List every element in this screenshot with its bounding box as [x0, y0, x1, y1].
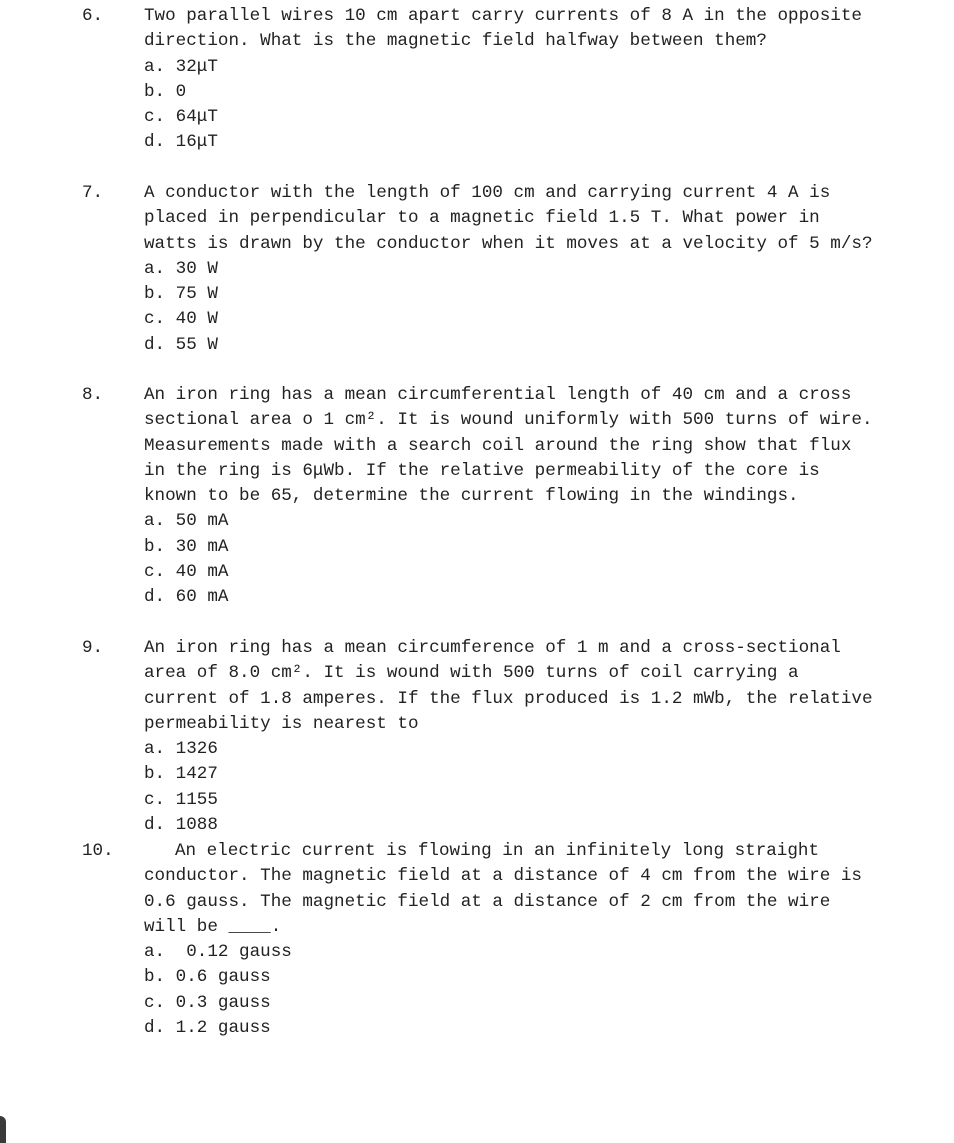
- option-c: c. 40 mA: [144, 562, 229, 583]
- question-9: [82, 636, 884, 838]
- answer-options: [113, 55, 883, 156]
- answer-options: [113, 737, 883, 838]
- answer-options: [113, 940, 883, 1041]
- option-d: d. 16μT: [144, 132, 218, 153]
- option-a: a. 50 mA: [144, 511, 229, 532]
- question-stem: [82, 636, 884, 737]
- option-a: a. 0.12 gauss: [144, 942, 292, 963]
- option-a: a. 1326: [144, 739, 218, 760]
- option-c: c. 40 W: [144, 309, 218, 330]
- option-a: a. 30 W: [144, 258, 218, 279]
- option-b: b. 0.6 gauss: [144, 967, 271, 988]
- question-text: An electric current is flowing in an infinitely long straight conductor. The magnetic field at a distance of 4 cm from the wire is 0.6 gauss. The magnetic field at a distance of 2 cm from the wire will be ____.: [144, 841, 873, 937]
- option-b: b. 1427: [144, 764, 218, 785]
- question-stem: [82, 839, 883, 940]
- question-text: An iron ring has a mean circumference of 1 m and a cross-sectional area of 8.0 cm². It is wound with 500 turns of coil carrying a current of 1.8 amperes. If the flux produced is 1.2 mWb, the relative permeability is nearest to: [144, 638, 884, 734]
- option-d: d. 55 W: [144, 334, 218, 355]
- option-b: b. 75 W: [144, 284, 218, 305]
- option-b: b. 30 mA: [144, 536, 229, 557]
- question-6: [82, 4, 883, 156]
- question-number: 7.: [82, 183, 104, 203]
- question-text: Two parallel wires 10 cm apart carry currents of 8 A in the opposite direction. What is the magnetic field halfway between them?: [144, 6, 873, 52]
- option-c: c. 64μT: [144, 107, 218, 128]
- option-d: d. 1.2 gauss: [144, 1018, 271, 1039]
- answer-options: [113, 509, 883, 610]
- question-10: [82, 839, 883, 1041]
- question-number: 8.: [82, 385, 104, 405]
- scrollbar-edge[interactable]: [0, 1116, 6, 1143]
- option-b: b. 0: [144, 81, 187, 102]
- answer-options: [113, 257, 883, 358]
- question-stem: [82, 181, 883, 257]
- question-stem: [82, 383, 884, 509]
- question-stem: [82, 4, 883, 55]
- question-number: 9.: [82, 638, 104, 658]
- question-number: 6.: [82, 6, 104, 26]
- question-8: [82, 383, 884, 611]
- option-a: a. 32μT: [144, 56, 218, 77]
- question-7: [82, 181, 883, 358]
- option-c: c. 0.3 gauss: [144, 992, 271, 1013]
- question-number: 10.: [82, 841, 114, 861]
- question-text: An iron ring has a mean circumferential length of 40 cm and a cross sectional area o 1 cm². It is wound uniformly with 500 turns of wire. Measurements made with a search coil around the ring show that flux in the ring is 6μWb. If the relative permeability of the core is known to be 65, determine the current flowing in the windings.: [144, 385, 884, 507]
- option-d: d. 1088: [144, 815, 218, 836]
- question-text: A conductor with the length of 100 cm and carrying current 4 A is placed in perpendicular to a magnetic field 1.5 T. What power in watts is drawn by the conductor when it moves at a velocity of 5 m/s?: [144, 183, 873, 254]
- option-d: d. 60 mA: [144, 587, 229, 608]
- option-c: c. 1155: [144, 789, 218, 810]
